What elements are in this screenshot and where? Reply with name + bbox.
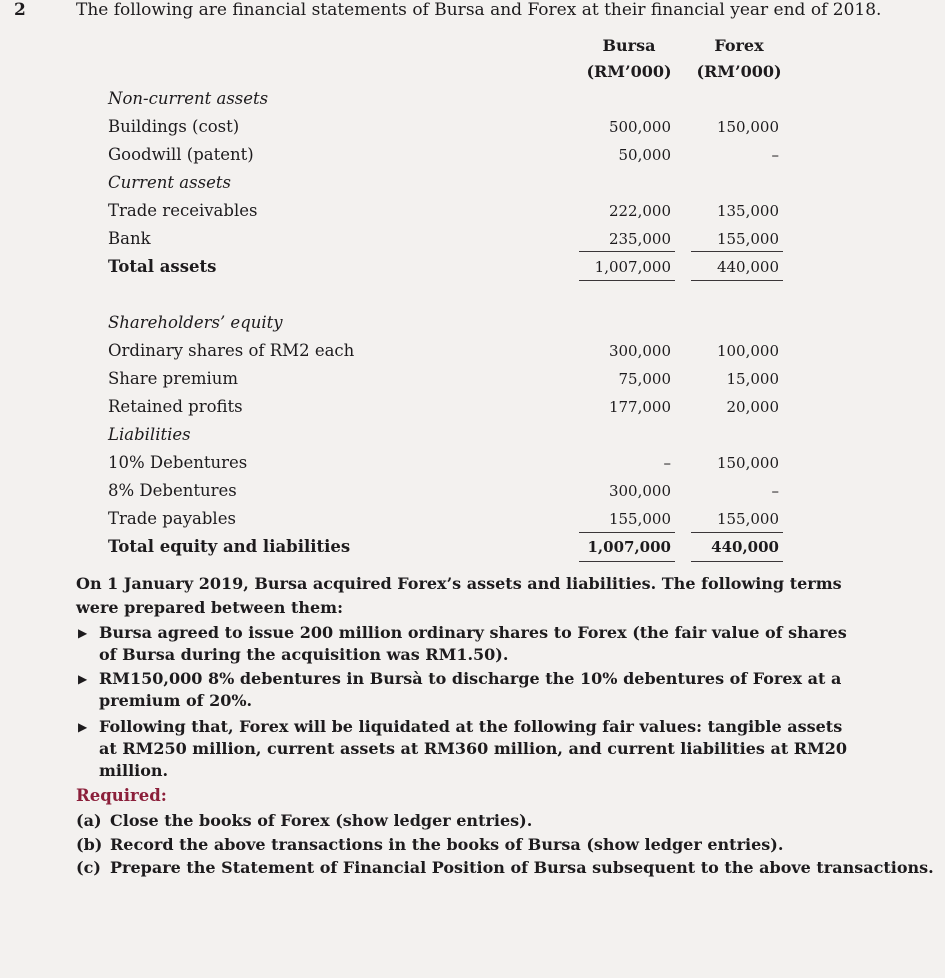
forex-value: 135,000: [716, 202, 779, 220]
total-rule: [691, 561, 783, 562]
required-item-letter: (b): [76, 835, 103, 854]
total-rule: [579, 280, 675, 281]
forex-total: 440,000: [716, 258, 779, 276]
column-unit-bursa: (RM’000): [586, 62, 672, 81]
required-item-text: Record the above transactions in the books of Bursa (show ledger entries).: [110, 835, 784, 854]
total-row-label: Total equity and liabilities: [108, 537, 351, 556]
total-rule: [691, 280, 783, 281]
question-intro: The following are financial statements of Bursa and Forex at their financial year end of 2018.: [76, 0, 882, 20]
column-unit-forex: (RM’000): [696, 62, 782, 81]
forex-value: 150,000: [716, 454, 779, 472]
forex-total: 440,000: [711, 538, 779, 556]
row-label: 8% Debentures: [108, 481, 237, 500]
required-item-text: Close the books of Forex (show ledger entries).: [110, 811, 533, 830]
required-item-letter: (c): [76, 858, 101, 877]
bullet-arrow-icon: ▶: [78, 720, 88, 734]
bursa-value: –: [663, 454, 671, 472]
row-label: Share premium: [108, 369, 239, 388]
term-text: Following that, Forex will be liquidated at the following fair values: tangible assets at RM250 million, current assets at RM360 million, and current liabilities at RM20 million.: [99, 717, 848, 780]
forex-value: 100,000: [716, 342, 779, 360]
forex-value: 20,000: [726, 398, 779, 416]
required-heading: Required:: [76, 786, 167, 805]
bursa-total: 1,007,000: [594, 258, 671, 276]
row-label: Bank: [108, 229, 151, 248]
bullet-arrow-icon: ▶: [78, 672, 88, 686]
column-header-bursa: [583, 33, 675, 85]
column-name-forex: Forex: [714, 36, 764, 55]
total-row-label: Total assets: [108, 257, 217, 276]
section-heading: Current assets: [108, 173, 231, 192]
bursa-value: 75,000: [618, 370, 671, 388]
subtotal-rule: [691, 251, 783, 252]
bursa-value: 500,000: [608, 118, 671, 136]
column-header-forex: [693, 33, 785, 85]
required-item: [76, 857, 934, 879]
bursa-value: 300,000: [608, 342, 671, 360]
forex-value: –: [771, 482, 779, 500]
row-label: Ordinary shares of RM2 each: [108, 341, 355, 360]
bursa-value: 50,000: [618, 146, 671, 164]
forex-value: 150,000: [716, 118, 779, 136]
bullet-arrow-icon: ▶: [78, 626, 88, 640]
term-text: Bursa agreed to issue 200 million ordinary shares to Forex (the fair value of shares of Bursa during the acquisition was RM1.50).: [99, 623, 847, 664]
bursa-total: 1,007,000: [587, 538, 671, 556]
bursa-value: 177,000: [608, 398, 671, 416]
row-label: Retained profits: [108, 397, 243, 416]
bursa-value: 300,000: [608, 482, 671, 500]
row-label: Trade payables: [108, 509, 236, 528]
forex-value: 155,000: [716, 510, 779, 528]
required-item-letter: (a): [76, 811, 102, 830]
subtotal-rule: [579, 532, 675, 533]
required-item-text: Prepare the Statement of Financial Position of Bursa subsequent to the above transactions.: [110, 858, 934, 877]
required-item: [76, 810, 532, 832]
term-text: RM150,000 8% debentures in Bursà to discharge the 10% debentures of Forex at a premium of 20%.: [99, 669, 842, 710]
acquisition-paragraph: On 1 January 2019, Bursa acquired Forex’s assets and liabilities. The following terms were prepared between them:: [76, 574, 842, 617]
forex-value: 15,000: [726, 370, 779, 388]
bursa-value: 222,000: [608, 202, 671, 220]
bursa-value: 155,000: [608, 510, 671, 528]
required-item: [76, 834, 783, 856]
row-label: Buildings (cost): [108, 117, 240, 136]
section-heading: Non-current assets: [108, 89, 269, 108]
forex-value: –: [771, 146, 779, 164]
column-name-bursa: Bursa: [602, 36, 656, 55]
row-label: Trade receivables: [108, 201, 258, 220]
question-number: 2: [14, 0, 26, 20]
subtotal-rule: [691, 532, 783, 533]
forex-value: 155,000: [716, 230, 779, 248]
row-label: 10% Debentures: [108, 453, 248, 472]
bursa-value: 235,000: [608, 230, 671, 248]
total-rule: [579, 561, 675, 562]
section-heading: Shareholders’ equity: [108, 313, 283, 332]
subtotal-rule: [579, 251, 675, 252]
section-heading: Liabilities: [108, 425, 191, 444]
row-label: Goodwill (patent): [108, 145, 254, 164]
